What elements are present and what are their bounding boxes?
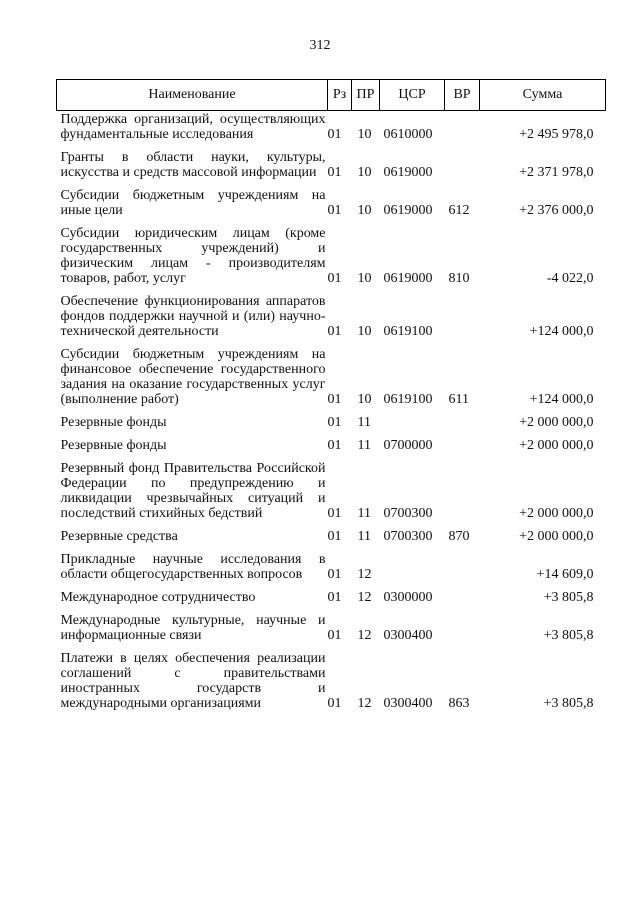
row-vr: 870 (448, 529, 470, 544)
table-row (57, 582, 606, 605)
row-csr: 0619100 (383, 392, 433, 407)
page-number: 312 (309, 38, 331, 53)
row-rz: 01 (327, 203, 342, 218)
row-vr (445, 605, 480, 643)
row-csr (380, 544, 445, 582)
row-name: Международные культурные, научные и информационные связи (60, 613, 326, 643)
row-csr: 0300400 (383, 696, 433, 711)
row-csr: 0610000 (383, 127, 433, 142)
row-csr: 0619000 (383, 271, 433, 286)
row-vr: 612 (448, 203, 470, 218)
row-rz: 01 (327, 696, 342, 711)
table-row (57, 111, 606, 143)
row-csr: 0300400 (383, 628, 433, 643)
row-name: Прикладные научные исследования в области общегосударственных вопросов (60, 552, 326, 582)
row-rz: 01 (327, 506, 342, 521)
table-row (57, 286, 606, 339)
table-header (57, 80, 606, 111)
row-vr: 611 (448, 392, 469, 407)
row-rz: 01 (327, 567, 342, 582)
row-csr: 0700300 (383, 506, 433, 521)
row-pr: 12 (357, 567, 372, 582)
row-csr: 0700000 (383, 438, 433, 453)
table-row (57, 339, 606, 407)
row-rz: 01 (327, 415, 342, 430)
row-vr (445, 544, 480, 582)
table-row (57, 605, 606, 643)
table-row (57, 544, 606, 582)
row-csr: 0619000 (383, 165, 433, 180)
row-name: Резервный фонд Правительства Российской Федерации по предупреждению и ликвидации чрезвычайных ситуаций и последствий стихийных бедствий (60, 461, 326, 521)
row-name: Резервные средства (60, 529, 178, 544)
row-sum: +3 805,8 (543, 628, 594, 643)
row-vr (445, 142, 480, 180)
header-rz: Рз (328, 80, 352, 111)
row-pr: 11 (357, 415, 371, 430)
row-sum: +2 376 000,0 (519, 203, 594, 218)
row-pr: 12 (357, 628, 372, 643)
row-name: Гранты в области науки, культуры, искусства и средств массовой информации (60, 150, 326, 180)
row-vr (445, 286, 480, 339)
row-sum: +2 000 000,0 (519, 415, 594, 430)
row-rz: 01 (327, 628, 342, 643)
row-name: Субсидии бюджетным учреждениям на финансовое обеспечение государственного задания на оказание государственных услуг (выполнение работ) (60, 347, 326, 407)
header-name: Наименование (57, 80, 328, 111)
row-sum: +124 000,0 (529, 392, 594, 407)
row-pr: 10 (357, 165, 372, 180)
row-sum: +2 000 000,0 (519, 529, 594, 544)
row-pr: 10 (357, 127, 372, 142)
table-row (57, 643, 606, 711)
row-pr: 12 (357, 590, 372, 605)
row-pr: 11 (357, 438, 371, 453)
table-row (57, 218, 606, 286)
row-pr: 10 (357, 203, 372, 218)
row-sum: +2 000 000,0 (519, 506, 594, 521)
header-csr: ЦСР (380, 80, 445, 111)
row-sum: +2 495 978,0 (519, 127, 594, 142)
row-name: Субсидии юридическим лицам (кроме государственных учреждений) и физическим лицам - производителям товаров, работ, услуг (60, 226, 326, 286)
row-sum: +124 000,0 (529, 324, 594, 339)
row-vr (445, 111, 480, 143)
row-csr: 0300000 (383, 590, 433, 605)
row-rz: 01 (327, 392, 342, 407)
row-pr: 12 (357, 696, 372, 711)
row-pr: 10 (357, 271, 372, 286)
row-rz: 01 (327, 438, 342, 453)
row-sum: -4 022,0 (546, 271, 594, 286)
row-name: Платежи в целях обеспечения реализации соглашений с правительствами иностранных государств и международными организациями (60, 651, 326, 711)
table-row (57, 453, 606, 521)
row-vr: 810 (448, 271, 470, 286)
header-sum: Сумма (480, 80, 606, 111)
row-rz: 01 (327, 324, 342, 339)
row-rz: 01 (327, 165, 342, 180)
row-vr: 863 (448, 696, 470, 711)
table-body (57, 111, 606, 712)
row-vr (445, 453, 480, 521)
budget-table (56, 79, 606, 711)
row-csr: 0619100 (383, 324, 433, 339)
table-row (57, 430, 606, 453)
row-vr (445, 430, 480, 453)
row-rz: 01 (327, 529, 342, 544)
row-csr: 0700300 (383, 529, 433, 544)
row-sum: +3 805,8 (543, 696, 594, 711)
row-name: Субсидии бюджетным учреждениям на иные цели (60, 188, 326, 218)
table-row (57, 521, 606, 544)
table-row (57, 407, 606, 430)
row-rz: 01 (327, 127, 342, 142)
row-sum: +2 371 978,0 (519, 165, 594, 180)
row-sum: +3 805,8 (543, 590, 594, 605)
row-pr: 10 (357, 324, 372, 339)
row-sum: +2 000 000,0 (519, 438, 594, 453)
row-pr: 11 (357, 506, 371, 521)
row-csr (380, 407, 445, 430)
row-name: Международное сотрудничество (60, 590, 256, 605)
row-name: Резервные фонды (60, 415, 167, 430)
row-sum: +14 609,0 (536, 567, 594, 582)
header-pr: ПР (352, 80, 380, 111)
row-name: Резервные фонды (60, 438, 167, 453)
row-name: Поддержка организаций, осуществляющих фундаментальные исследования (60, 112, 326, 142)
table-row (57, 142, 606, 180)
row-csr: 0619000 (383, 203, 433, 218)
table-row (57, 180, 606, 218)
row-rz: 01 (327, 590, 342, 605)
row-pr: 11 (357, 529, 371, 544)
header-vr: ВР (445, 80, 480, 111)
row-vr (445, 582, 480, 605)
row-vr (445, 407, 480, 430)
row-name: Обеспечение функционирования аппаратов фондов поддержки научной и (или) научно-технической деятельности (60, 294, 326, 339)
row-rz: 01 (327, 271, 342, 286)
row-pr: 10 (357, 392, 372, 407)
